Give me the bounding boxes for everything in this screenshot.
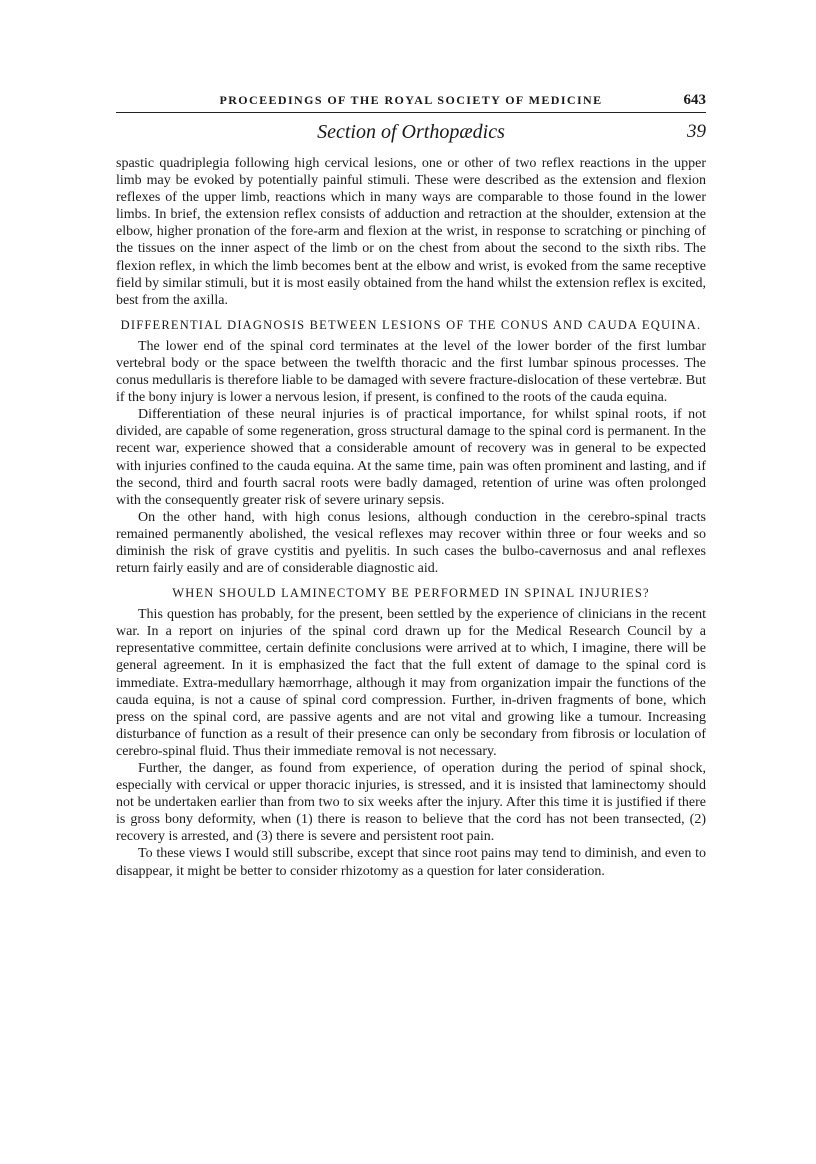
journal-page <box>116 90 706 880</box>
running-head <box>116 90 706 110</box>
journal-title: PROCEEDINGS OF THE ROYAL SOCIETY OF MEDICINE <box>219 93 603 107</box>
heading-conus-cauda: DIFFERENTIAL DIAGNOSIS BETWEEN LESIONS OF THE CONUS AND CAUDA EQUINA. <box>120 317 702 332</box>
paragraph-1: spastic quadriplegia following high cervical lesions, one or other of two reflex reactions in the upper limb may be evoked by potentially painful stimuli. These were described as the extension and flexion reflexes of the upper limb, reactions which in many ways are comparable to those found in the lower limbs. In brief, the extension reflex consists of adduction and retraction at the shoulder, extension at the elbow, higher pronation of the fore-arm and flexion at the wrist, in response to scratching or pinching of the tissues on the inner aspect of the limb or on the chest from about the second to the sixth ribs. The flexion reflex, in which the limb becomes bent at the elbow and wrist, is evoked from the same receptive field by similar stimuli, but it is most easily obtained from the hand whilst the extension reflex is excited, best from the axilla. <box>116 156 706 308</box>
page-number: 643 <box>683 92 706 108</box>
paragraph-7: To these views I would still subscribe, except that since root pains may tend to diminish, and even to disappear, it might be better to consider rhizotomy as a question for later consideration. <box>116 846 706 879</box>
paragraph-5: This question has probably, for the present, been settled by the experience of clinicians in the recent war. In a report on injuries of the spinal cord drawn up for the Medical Research Council by a representative committee, certain definite conclusions were arrived at to which, I imagine, there will be general agreement. In it is emphasized the fact that the full extent of damage to the spinal cord is immediate. Extra-medullary hæmorrhage, although it may from organization impair the functions of the cauda equina, is not a cause of spinal cord compression. Further, in-driven fragments of bone, which press on the spinal cord, are passive agents and are not vital and growing like a tumour. Increasing disturbance of function as a result of their presence can only be secondary from fibrosis or loculation of cerebro-spinal fluid. Thus their immediate removal is not necessary. <box>116 607 706 759</box>
header-rule <box>116 112 706 113</box>
section-title: Section of Orthopædics <box>317 121 505 143</box>
section-line <box>116 117 706 147</box>
heading-laminectomy: WHEN SHOULD LAMINECTOMY BE PERFORMED IN SPINAL INJURIES? <box>172 586 650 601</box>
paragraph-4: On the other hand, with high conus lesions, although conduction in the cerebro-spinal tracts remained permanently abolished, the vesical reflexes may recover within three or four weeks and so diminish the risk of grave cystitis and pyelitis. In such cases the bulbo-cavernosus and anal reflexes return fairly easily and are of considerable diagnostic aid. <box>116 509 706 577</box>
section-page-number: 39 <box>687 121 706 142</box>
paragraph-3: Differentiation of these neural injuries is of practical importance, for whilst spinal roots, if not divided, are capable of some regeneration, gross structural damage to the spinal cord is permanent. In the recent war, experience showed that a considerable amount of recovery was in general to be expected with injuries confined to the cauda equina. At the same time, pain was often prominent and lasting, and if the second, third and fourth sacral roots were badly damaged, retention of urine was often prolonged with the consequently greater risk of severe urinary sepsis. <box>116 407 706 508</box>
paragraph-6: Further, the danger, as found from experience, of operation during the period of spinal shock, especially with cervical or upper thoracic injuries, is stressed, and it is insisted that laminectomy should not be undertaken earlier than from two to six weeks after the injury. After this time it is justified if there is gross bony deformity, when (1) there is reason to believe that the cord has not been transected, (2) recovery is arrested, and (3) there is severe and persistent root pain. <box>116 761 706 845</box>
paragraph-2: The lower end of the spinal cord terminates at the level of the lower border of the first lumbar vertebral body or the space between the twelfth thoracic and the first lumbar spinous processes. The conus medullaris is therefore liable to be damaged with severe fracture-dislocation of these vertebræ. But if the bony injury is lower a nervous lesion, if present, is confined to the roots of the cauda equina. <box>116 338 706 406</box>
